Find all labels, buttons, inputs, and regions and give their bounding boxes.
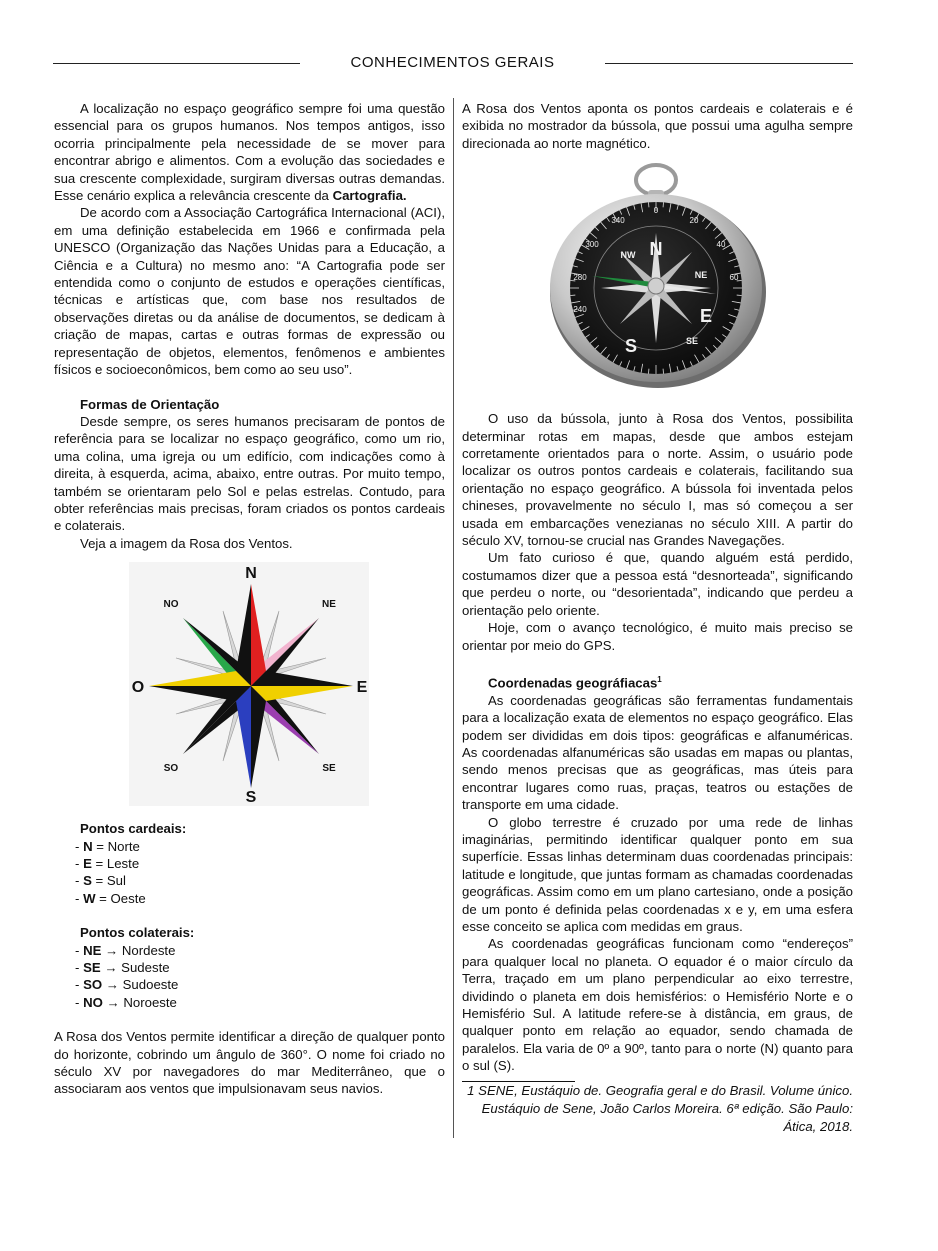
rose-label-n: N [245, 565, 257, 583]
rose-label-ne: NE [322, 599, 336, 611]
compass-pivot [648, 278, 664, 294]
paragraph-coordinates-intro: As coordenadas geográficas são ferramentas fundamentais para a localização exata de elementos no espaço geográfico. Elas podem ser divididas em dois tipos: geográficas e alfanuméricas. As coordenadas alfanuméricas são usadas em mapas ou plantas, sendo menos precisas que as geográficas, mas úteis para encontrar lugares como ruas, praças, teatros ou estações de transporte em uma cidade. [462, 692, 853, 813]
compass-photo [546, 162, 766, 392]
svg-text:300: 300 [585, 240, 599, 250]
svg-text:60: 60 [729, 273, 739, 283]
paragraph-rose-compass: A Rosa dos Ventos aponta os pontos cardeais e colaterais e é exibida no mostrador da bússola, que possui uma agulha sempre direcionada ao norte magnético. [462, 101, 853, 151]
svg-text:0: 0 [653, 206, 659, 216]
list-item: - NE → Nordeste [75, 942, 176, 958]
heading-formas-de-orientacao: Formas de Orientação [80, 396, 220, 412]
rose-label-no: NO [163, 599, 179, 611]
paragraph-globe-lines: O globo terrestre é cruzado por uma rede de linhas imaginárias, permitindo identificar qualquer ponto em sua superfície. Essas linhas determinam duas coordenadas principais: latitude e longitude, que juntas formam as chamadas coordenadas geográficas. Assim como em um plano cartesiano, onde a posição de um ponto é definida pelas coordenadas x e y, em uma esfera esse conceito se aplica com medidas em graus. [462, 814, 853, 934]
footnote: 1 SENE, Eustáquio de. Geografia geral e do Brasil. Volume único. Eustáquio de Sene, João Carlos Moreira. 6ª edição. São Paulo: Ática, 2018. [467, 1082, 853, 1134]
list-item: - SE → Sudeste [75, 960, 170, 975]
list-colateral [54, 942, 445, 1012]
list-item: - NO → Noroeste [75, 994, 177, 1010]
list-cardinal [54, 838, 445, 908]
page-header-title: CONHECIMENTOS GERAIS [350, 54, 555, 71]
rose-label-o: O [131, 679, 145, 697]
paragraph-compass-use: O uso da bússola, junto à Rosa dos Ventos, possibilita determinar rotas em mapas, desde que ambos estejam corretamente orientados para o norte. Assim, o usuário pode localizar os outros pontos cardeais e colaterais, facilitando sua orientação no espaço geográfico. A bússola foi inventada pelos chineses, provavelmente no século I, mas só começou a ser usada em embarcações venezianas no século XIII. A partir do século XV, tornou-se crucial nas Grandes Navegações. [462, 411, 853, 549]
column-divider [453, 98, 454, 1138]
compass-label-se: SE [685, 336, 699, 347]
paragraph-curious-fact: Um fato curioso é que, quando alguém está perdido, costumamos dizer que a pessoa está “desnorteada”, significando que perdeu o norte, ou “desorientada”, indicando que perdeu a orientação pelo oriente. [462, 550, 853, 618]
svg-text:20: 20 [689, 216, 699, 226]
paragraph-reference-points: Desde sempre, os seres humanos precisaram de pontos de referência para se localizar no espaço geográfico, como um rio, uma colina, uma igreja ou um edifício, com indicações como à direita, à esquerda, acima, abaixo, entre outras. Por muito tempo, também se orientaram pelo Sol e pelas estrelas. Contudo, para obter referências mais precisas, foram criados os pontos cardeais e colaterais. [54, 413, 445, 534]
list-item: - SO → Sudoeste [75, 977, 179, 993]
compass-label-ne: NE [694, 270, 708, 281]
compass-label-nw: NW [620, 250, 636, 261]
rose-label-so: SO [163, 763, 179, 775]
header-rule-left [53, 63, 300, 64]
rose-label-e: E [356, 679, 368, 697]
svg-text:280: 280 [573, 273, 587, 283]
heading-coordenadas: Coordenadas geográfiacas$^1$ [488, 674, 662, 691]
compass-label-n: N [649, 239, 663, 260]
paragraph-gps: Hoje, com o avanço tecnológico, é muito mais preciso se orientar por meio do GPS. [462, 620, 853, 653]
paragraph-aci-definition: De acordo com a Associação Cartográfica Internacional (ACI), em uma definição estabelecida em 1966 e confirmada pela UNESCO (Organização das Nações Unidas para a Educação, a Ciência e a Cultura) no mesmo ano: “A Cartografia pode ser entendida como o conjunto de estudos e operações científicas, técnicas e artísticas que, com base nos resultados de observações diretas ou da análise de documentos, se dedicam à criação de mapas, cartas e outras formas de expressão ou representação de objetos, elementos, fenômenos e ambientes físicos e socioeconômicos, bem como ao seu uso”. [54, 205, 445, 378]
heading-pontos-cardeais: Pontos cardeais: [80, 821, 187, 837]
left-column [54, 100, 445, 1098]
paragraph-intro: A localização no espaço geográfico sempre foi uma questão essencial para os grupos humanos. Nos tempos antigos, isso ocorria principalmente pela necessidade de se mover para encontrar abrigo e alimentos. Com a evolução das sociedades e sua crescente complexidade, surgiram diversas outras demandas. Esse cenário explica a relevância crescente da Cartografia. [54, 101, 445, 204]
cartografia-bold: Cartografia. [332, 188, 407, 204]
rose-label-se: SE [322, 763, 336, 775]
svg-text:40: 40 [716, 240, 726, 250]
header-rule-right [605, 63, 853, 64]
paragraph-see-rose: Veja a imagem da Rosa dos Ventos. [80, 535, 293, 551]
list-item: - E = Leste [75, 855, 140, 871]
paragraph-equator-latitude: As coordenadas geográficas funcionam como “endereços” para qualquer local no planeta. O equador é o maior círculo da Terra, traçado em um plano perpendicular ao eixo terrestre, dividindo o planeta em dois hemisférios: o Hemisfério Norte e o Hemisfério Sul. A latitude refere-se à distância, em graus, de qualquer ponto em relação ao equador, sendo chamada de paralelos. Ela varia de 0º a 90º, tanto para o norte (N) quanto para o sul (S). [462, 936, 853, 1074]
svg-text:240: 240 [573, 305, 587, 315]
compass-label-e: E [699, 306, 713, 327]
paragraph-rose-origin: A Rosa dos Ventos permite identificar a direção de qualquer ponto do horizonte, cobrindo um ângulo de 360°. O nome foi criado no século XV por navegadores do mar Mediterrâneo, que o associaram aos ventos que impulsionavam seus navios. [54, 1029, 445, 1097]
compass-label-s: S [624, 336, 638, 357]
rose-label-s: S [245, 789, 257, 807]
heading-pontos-colaterais: Pontos colaterais: [80, 925, 195, 941]
footnote-marker: 1 [657, 674, 662, 684]
list-item: - W = Oeste [75, 890, 146, 906]
compass-rose-figure [129, 562, 369, 806]
list-item: - N = Norte [75, 838, 140, 854]
list-item: - S = Sul [75, 873, 126, 889]
svg-text:340: 340 [611, 216, 625, 226]
right-column [462, 100, 853, 1136]
